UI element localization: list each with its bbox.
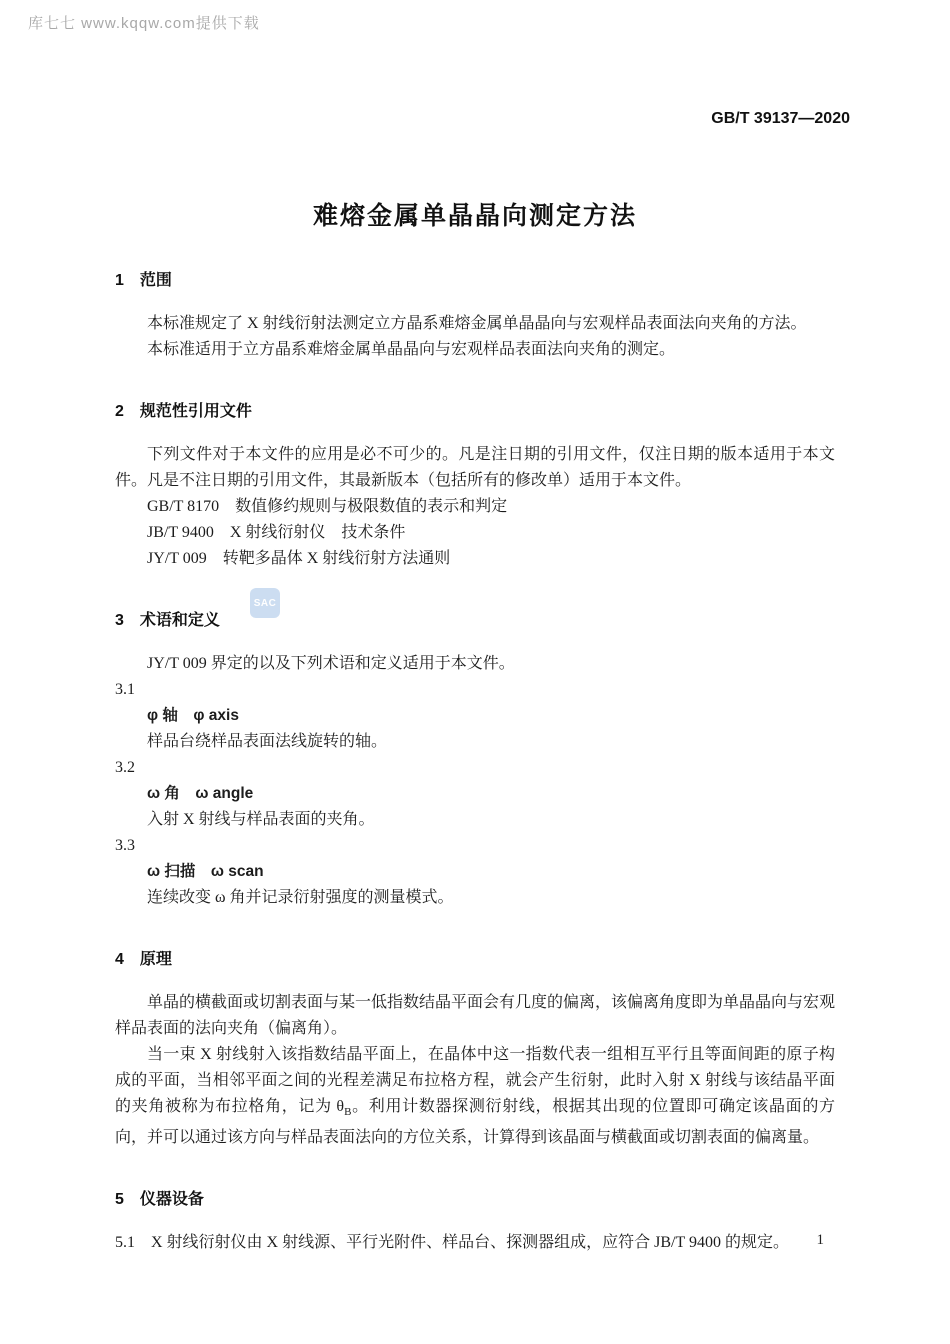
- section-principle: [115, 949, 835, 1151]
- section-number: 4: [115, 951, 124, 968]
- sac-logo-text: SAC: [253, 597, 277, 609]
- paragraph: 下列文件对于本文件的应用是必不可少的。凡是注日期的引用文件，仅注日期的版本适用于本文件。凡是不注日期的引用文件，其最新版本（包括所有的修改单）适用于本文件。: [115, 446, 835, 489]
- term-entry: [115, 755, 835, 833]
- site-watermark-text: 库七七 www.kqqw.com提供下载: [28, 15, 260, 32]
- section-title: 规范性引用文件: [139, 403, 252, 420]
- reference-item: JB/T 9400 X 射线衍射仪 技术条件: [147, 524, 406, 541]
- paragraph-text: 。利用计数器探测衍射线，根据其出现的位置即可确定该晶面的方向，并可以通过该方向与样品表面法向的方位关系，计算得到该晶面与横截面或切割表面的偏离量。: [115, 1098, 835, 1147]
- clause: [115, 1230, 835, 1256]
- paragraph: 本标准规定了 X 射线衍射法测定立方晶系难熔金属单晶晶向与宏观样品表面法向夹角的方法。: [147, 315, 807, 332]
- section-title: 范围: [139, 272, 172, 289]
- term-name: φ 轴 φ axis: [147, 707, 239, 724]
- section-title: 仪器设备: [139, 1191, 204, 1209]
- reference-item: JY/T 009 转靶多晶体 X 射线衍射方法通则: [147, 550, 451, 567]
- section-heading: [115, 610, 835, 631]
- section-heading: [115, 270, 835, 291]
- term-name: ω 角 ω angle: [147, 785, 254, 802]
- term-number: 3.1: [115, 681, 135, 698]
- page-number: 1: [816, 1232, 824, 1248]
- term-entry: [115, 833, 835, 911]
- paragraph: 本标准适用于立方晶系难熔金属单晶晶向与宏观样品表面法向夹角的测定。: [147, 341, 676, 358]
- paragraph: 单晶的横截面或切割表面与某一低指数结晶平面会有几度的偏离，该偏离角度即为单晶晶向与宏观样品表面的法向夹角（偏离角）。: [115, 994, 836, 1037]
- section-number: 1: [115, 272, 124, 289]
- term-definition: 样品台绕样品表面法线旋转的轴。: [147, 733, 388, 750]
- standard-number: GB/T 39137—2020: [711, 110, 850, 127]
- term-name: ω 扫描 ω scan: [147, 863, 264, 880]
- document-title: 难熔金属单晶晶向测定方法: [312, 202, 637, 230]
- section-scope: [115, 270, 835, 363]
- section-number: 5: [115, 1191, 124, 1209]
- paragraph-text: 当一束 X 射线射入该指数结晶平面上，在晶体中这一指数代表一组相互平行且等面间距的原子构成的平面，当相邻平面之间的光程差满足布拉格方程，就会产生衍射，此时入射 X 射线与该结晶平面的夹角被称为布拉格角，记为 θ: [115, 1046, 835, 1115]
- section-number: 3: [115, 612, 124, 629]
- section-heading: [115, 1189, 835, 1210]
- section-terms-definitions: [115, 610, 835, 911]
- section-equipment: [115, 1189, 835, 1256]
- clause-number: 5.1: [115, 1234, 135, 1252]
- sac-logo-watermark: [250, 588, 280, 618]
- paragraph: JY/T 009 界定的以及下列术语和定义适用于本文件。: [147, 655, 515, 672]
- term-number: 3.2: [115, 759, 135, 776]
- term-definition: 连续改变 ω 角并记录衍射强度的测量模式。: [147, 889, 454, 906]
- clause-text: X 射线衍射仪由 X 射线源、平行光附件、样品台、探测器组成，应符合 JB/T 9400 的规定。: [151, 1234, 789, 1252]
- section-number: 2: [115, 403, 124, 420]
- section-heading: [115, 401, 835, 422]
- section-normative-references: [115, 401, 835, 572]
- reference-item: GB/T 8170 数值修约规则与极限数值的表示和判定: [147, 498, 508, 515]
- section-title: 术语和定义: [139, 612, 220, 629]
- term-number: 3.3: [115, 837, 135, 854]
- term-entry: [115, 677, 835, 755]
- section-title: 原理: [139, 951, 172, 968]
- paragraph: [115, 1042, 835, 1151]
- term-definition: 入射 X 射线与样品表面的夹角。: [147, 811, 375, 828]
- section-heading: [115, 949, 835, 970]
- theta-b-subscript: B: [344, 1106, 352, 1119]
